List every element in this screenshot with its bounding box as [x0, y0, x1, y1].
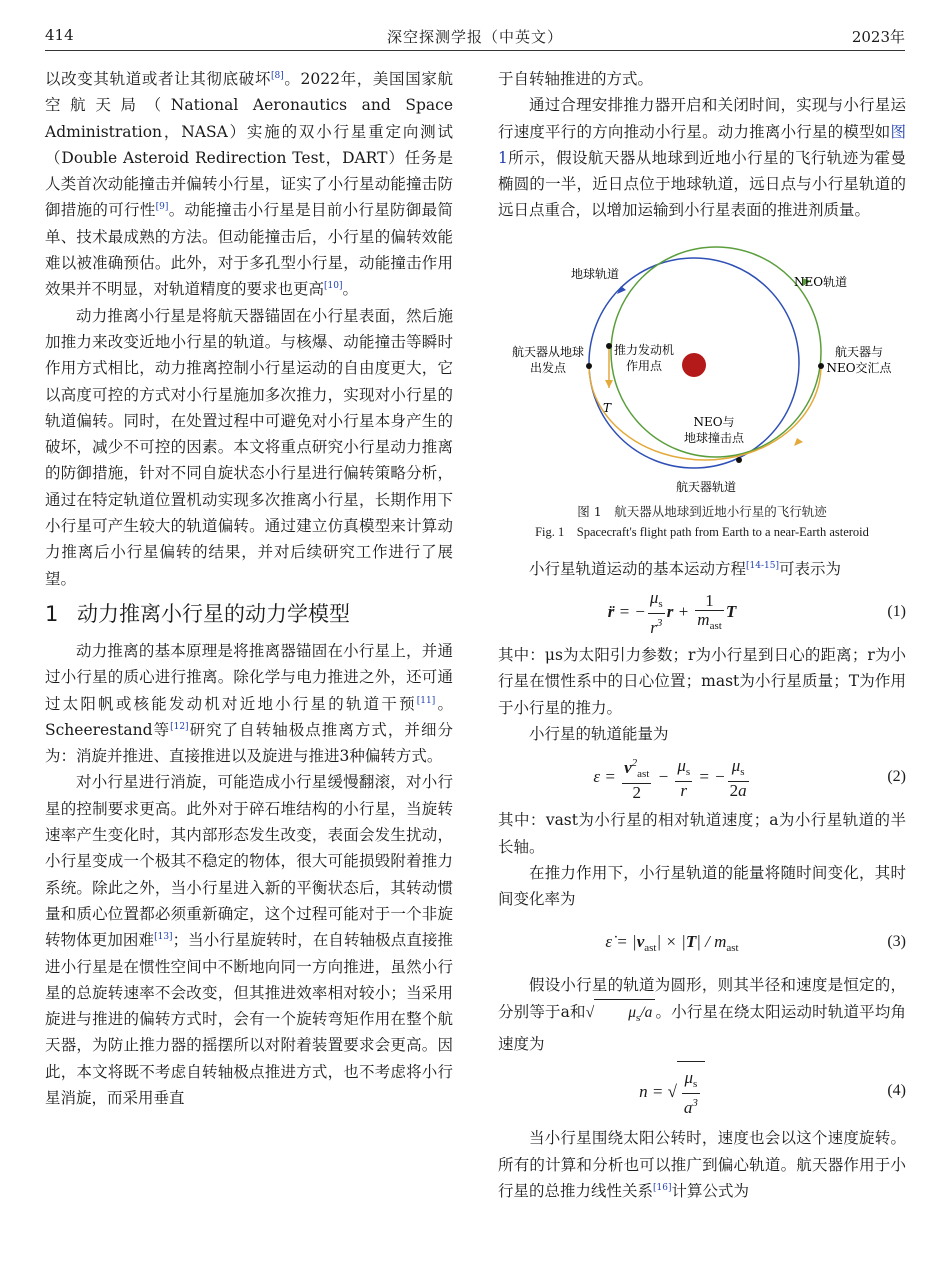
paragraph [498, 556, 906, 582]
citation[interactable]: [11] [416, 695, 436, 706]
label-meet-2: NEO交汇点 [826, 360, 892, 375]
figure-link[interactable]: 图1 [498, 122, 906, 167]
figure-caption-en: Fig. 1 Spacecraft's flight path from Earth to a near-Earth asteroid [535, 524, 869, 539]
section-number: 1 [45, 601, 59, 626]
sun [682, 353, 706, 377]
thrust-point [606, 343, 612, 349]
text: ；当小行星旋转时，在自转轴极点直接推进小行星是在惯性空间中不断地向同一方向推进，虽然小行星的总旋转速率不会改变，但其推进效率相对较小；当采用旋进与推进的偏转方式时，会有一个旋转弯矩作用在整个航天器，为防止推力器的摇摆所以对附着装置要求会更高。因此，本文将既不考虑自转轴极点推进方式，也不考虑将小行星消旋，而采用垂直 [45, 931, 453, 1107]
label-impact-2: 地球撞击点 [683, 430, 745, 445]
label-T: T [603, 400, 612, 415]
label-thrust-1: 推力发动机 [613, 342, 675, 357]
text: 计算公式为 [671, 1181, 750, 1200]
equation-body: ε̇ = $|v_{ast}| \times |T| / m_{ast}$ [605, 932, 739, 955]
equation-4 [498, 1061, 906, 1121]
page-number: 414 [45, 26, 74, 44]
paragraph: 其中：vast为小行星的相对轨道速度；a为小行星轨道的半长轴。 [498, 811, 906, 856]
equation-body: r̈ = − $\frac{\mu_s}{r^3}$ r + $\frac{1}{m_{ast}}$ T [607, 588, 737, 638]
paragraph: 动力推离小行星是将航天器锚固在小行星表面，然后施加推力来改变近地小行星的轨道。与核爆、动能撞击等瞬时作用方式相比，动力推离控制小行星运动的自由度更大，它以高度可控的方式对小行星施加多次推力，实现对小行星的轨道偏转。同时，在处置过程中可避免对小行星本身产生的破坏，减少不可控的因素。本文将重点研究小行星动力推离的防御措施，针对不同自旋状态小行星进行偏转策略分析，通过在特定轨道位置机动实现多次推离小行星，长期作用下小行星可产生较大的轨道偏转。通过建立仿真模型来计算动力推离后小行星偏转的结果，并对后续研究工作进行了展望。 [45, 306, 453, 588]
text: 动力推离的基本原理是将推离器锚固在小行星上，并通过小行星的质心进行推离。除化学与电力推进之外，还可通过太阳帆或核能发动机对近地小行星的轨道干预 [45, 641, 453, 713]
paragraph: 小行星的轨道能量为 [529, 724, 669, 743]
equation-body: ε = $\frac{v^2_{ast}}{2}$ − $\frac{\mu_s}{r}$ = − $\frac{\mu_s}{2a}$ [593, 755, 747, 803]
text: 通过合理安排推力器开启和关闭时间，实现与小行星运行速度平行的方向推动小行星。动力推离小行星的模型如 [498, 96, 906, 141]
text: 。2022年，美国国家航空航天局（National Aeronautics and Space Administration，NASA）实施的双小行星重定向测试（Double Asteroid Redirection Test，DART）任务是人类首次动能撞击并偏转小行星，证实了小行星动能撞击防御措施的可行性 [45, 70, 453, 220]
text: 。 [342, 280, 359, 299]
equation-number: (2) [887, 768, 906, 786]
equation-3 [498, 916, 906, 968]
paragraph [45, 638, 453, 769]
text: 以改变其轨道或者让其彻底破坏 [45, 70, 271, 88]
section-title: 动力推离小行星的动力学模型 [77, 601, 350, 626]
text: 小行星轨道运动的基本运动方程 [529, 559, 747, 578]
text: 假设小行星的轨道为圆形，则其半径和速度是恒定的，分别等于a和 [498, 976, 906, 1021]
citation[interactable]: [9] [155, 202, 169, 213]
label-neo-orbit: NEO轨道 [794, 274, 848, 289]
equation-2 [498, 751, 906, 803]
equation-number: (1) [887, 603, 906, 621]
depart-point [586, 363, 592, 369]
label-earth-orbit: 地球轨道 [571, 266, 620, 281]
label-depart-1: 航天器从地球 [511, 344, 585, 359]
citation[interactable]: [16] [653, 1182, 672, 1193]
figure-1 [498, 238, 906, 496]
citation[interactable]: [13] [154, 932, 173, 943]
paragraph [498, 92, 906, 223]
text: 当小行星围绕太阳公转时，速度也会以这个速度旋转。所有的计算和分析也可以推广到偏心轨道。航天器作用于小行星的总推力线性关系 [498, 1129, 906, 1200]
label-thrust-2: 作用点 [625, 358, 663, 373]
citation[interactable]: [14-15] [746, 560, 779, 571]
left-column [45, 66, 453, 1111]
text: 对小行星进行消旋，可能造成小行星缓慢翻滚，对小行星的控制要求更高。此外对于碎石堆结构的小行星，当旋转速率产生变化时，其内部形态发生改变，表面会发生扰动，小行星变成一个极其不稳定的物体，很大可能损毁附着推力系统。除此之外，当小行星进入新的平衡状态后，其转动惯量和质心位置都必须重新确定，这个过程可能对于一个非旋转物体更加困难 [45, 773, 453, 950]
equation-body: n = √ $\frac{\mu_s}{a^3}$ [498, 1061, 846, 1122]
right-column [498, 66, 906, 1204]
label-meet-1: 航天器与 [834, 344, 884, 359]
equation-1 [498, 586, 906, 638]
label-impact-1: NEO与 [693, 414, 735, 429]
paragraph: 其中：μs为太阳引力参数；r为小行星到日心的距离；r为小行星在惯性系中的日心位置；mast为小行星质量；T为作用于小行星的推力。 [498, 646, 906, 717]
citation[interactable]: [12] [170, 721, 189, 732]
text: 可表示为 [778, 559, 841, 578]
citation[interactable]: [8] [271, 70, 284, 81]
paragraph: 于自转轴推进的方式。 [498, 70, 654, 88]
meet-point [818, 363, 824, 369]
running-header [45, 24, 905, 51]
paragraph [45, 66, 453, 303]
journal-title: 深空探测学报（中英文） [386, 28, 563, 46]
equation-number: (4) [887, 1082, 906, 1100]
equation-number: (3) [887, 933, 906, 951]
text: 研究了自转轴极点推离方式，并细分为：消旋并推进、直接推进以及旋进与推进3种偏转方式。 [45, 720, 453, 766]
paragraph [45, 769, 453, 1111]
text: 。Scheerestand等 [45, 694, 453, 739]
paragraph: 在推力作用下，小行星轨道的能量将随时间变化，其时间变化率为 [498, 863, 906, 909]
label-depart-2: 出发点 [529, 360, 567, 375]
figure-caption-cn: 图 1 航天器从地球到近地小行星的飞行轨迹 [577, 503, 827, 519]
text: 所示，假设航天器从地球到近地小行星的飞行轨迹为霍曼椭圆的一半，近日点位于地球轨道，远日点与小行星轨道的远日点重合，以增加运输到小行星表面的推进剂质量。 [498, 148, 906, 220]
paragraph [498, 1125, 906, 1204]
label-sc-orbit: 航天器轨道 [675, 479, 737, 494]
citation[interactable]: [10] [324, 281, 343, 292]
section-heading [45, 598, 453, 630]
year: 2023年 [851, 28, 905, 46]
paragraph: 假设小行星的轨道为圆形，则其半径和速度是恒定的，分别等于a和√ $\mu_s/a$ 。小行星在绕太阳运动时轨道平均角速度为 [498, 976, 906, 1054]
text: 。动能撞击小行星是目前小行星防御最简单、技术最成熟的方法。但动能撞击后，小行星的偏转效能难以被准确预估。此外，对于多孔型小行星，动能撞击作用效果并不明显，对轨道精度的要求也更高 [45, 201, 453, 299]
text: 。小行星在绕太阳运动时轨道平均角速度为 [498, 1002, 906, 1054]
arrow-icon [794, 438, 803, 446]
orbit-diagram [498, 238, 906, 496]
impact-point [736, 457, 742, 463]
